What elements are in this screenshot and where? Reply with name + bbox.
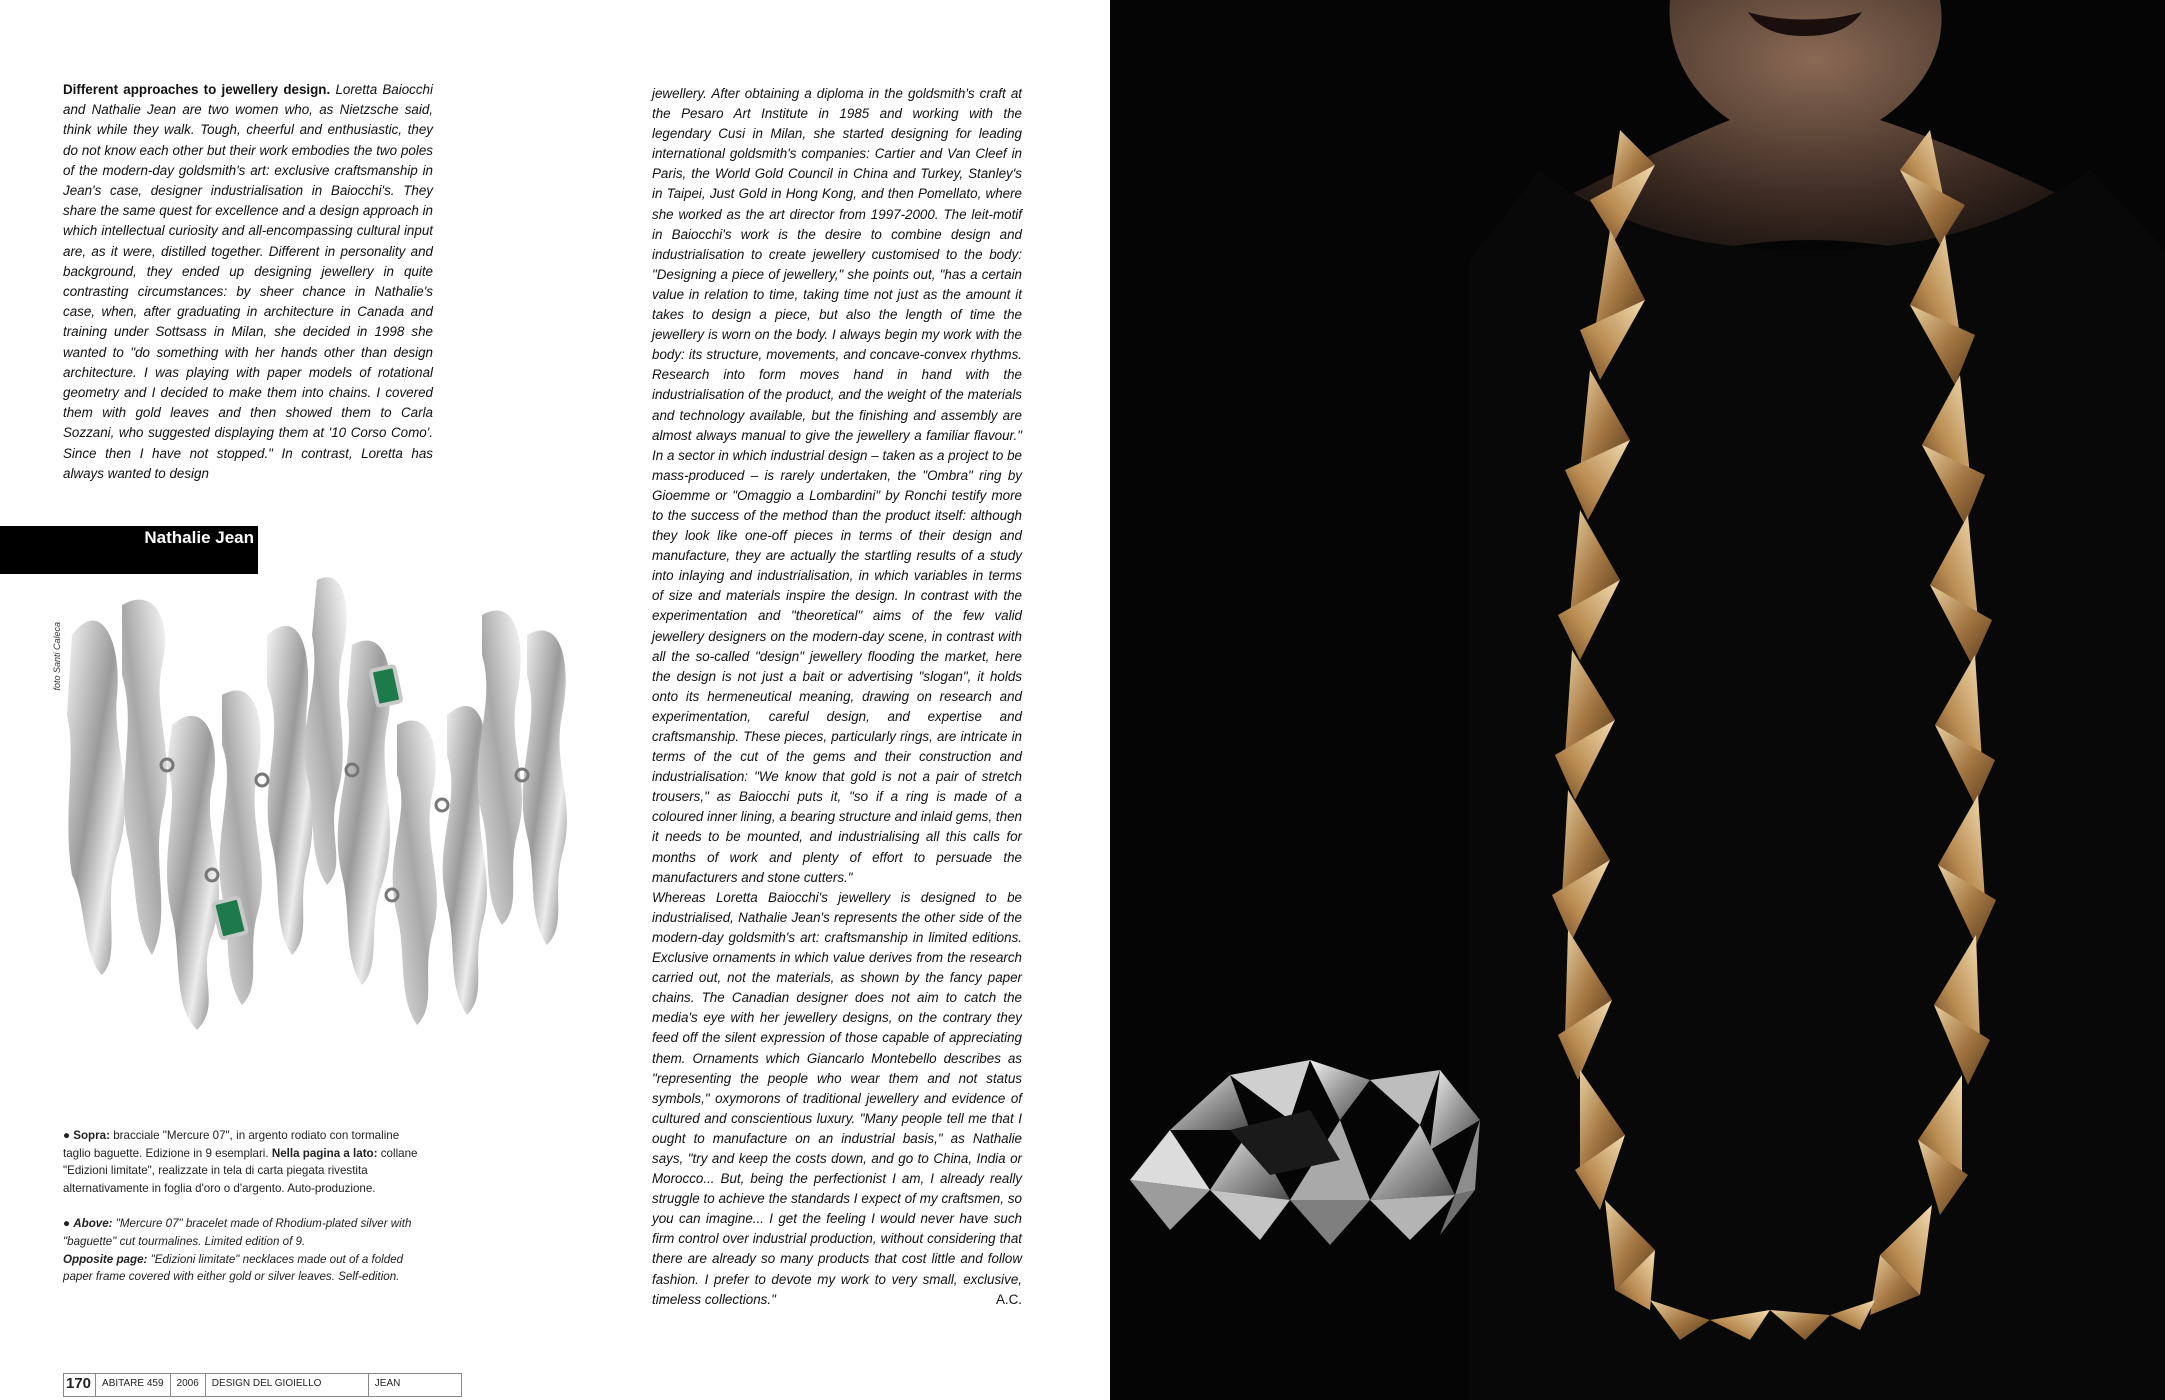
article-text-col2-para1: jewellery. After obtaining a diploma in the goldsmith's craft at the Pesaro Art Institute in 1985 and working with the legendary Cusi in Milan, she started designing for leading international goldsmith's companies: Cartier and Van Cleef in Paris, the World Gold Council in China and Turkey, Stanley's in Taipei, Just Gold in Hong Kong, and then Pomellato, where she worked as the art director from 1997-2000. The leit-motif in Baiocchi's work is the desire to combine design and industrialisation to create jewellery customised to the body: "Designing a piece of jewellery," she points out, "has a certain value in relation to time, taking time not just as the amount it takes to design a piece, but also the length of time the jewellery is worn on the body. I always begin my work with the body: its structure, movements, and concave-convex rhythms. Research into form moves hand in hand with the industrialisation of the product, and the weight of the materials and technology available, but the finishing and assembly are almost always manual to give the jewellery a familiar flavour." In a sector in which industrial design – taken as a project to be mass-produced – is rarely undertaken, the "Ombra" ring by Gioemme or "Omaggio a Lombardini" by Ronchi testify more to the success of the method than the product itself: although they look like one-off pieces in terms of their design and manufacture, they are actually the startling results of a study into inlaying and industrialisation, in which variables in terms of size and materials inspire the design. In contrast with the experimentation and "theoretical" aims of the few valid jewellery designers on the modern-day scene, in contrast with all the so-called "design" jewellery flooding the market, here the design is not just a bait or advertising "slogan", it holds onto its hermeneutical meaning, drawing on research and experimentation, careful design, and expertise and craftsmanship. These pieces, particularly rings, are intricate in terms of the cut of the gems and their construction and industrialisation: "We know that gold is not a pair of stretch trousers," as Baiocchi puts it, "so if a ring is made of a coloured inner lining, a bearing structure and inlaid gems, then it needs to be mounted, and industrialising all this calls for months of work and plenty of effort to persuade the manufacturers and stone cutters." (652, 86, 1022, 885)
caption: ● Sopra: bracciale "Mercure 07", in argento rodiato con tormaline taglio baguette. Edizione in 9 esemplari. Nella pagina a lato: collane "Edizioni limitate", realizzate in tela di carta piegata rivestita alternativamente in foglia d'oro o d'argento. Auto-produzione. ● Above: "Mercure 07" bracelet made of Rhodium-plated silver with "baguette" cut tourmalines. Limited edition of 9. Opposite page: "Edizioni limitate" necklaces made out of a folded paper frame covered with either gold or silver leaves. Self-edition. (63, 1129, 418, 1284)
caption-sopra-text: bracciale "Mercure 07", in argento rodiato con tormaline taglio baguette. Edizione in 9 esemplari. (63, 1129, 400, 1160)
section-label: Nathalie Jean (144, 528, 254, 547)
bracelet-photo (62, 575, 587, 1045)
right-page (1110, 0, 2165, 1400)
page-number: 170 (64, 1374, 96, 1396)
necklace-photo (1110, 0, 2165, 1400)
caption-lato-label: Nella pagina a lato: (271, 1146, 378, 1160)
folio-magazine: ABITARE 459 (96, 1374, 171, 1396)
folio-subject: JEAN (369, 1374, 462, 1396)
section-label-band (0, 526, 258, 574)
article-lead: Different approaches to jewellery design. (63, 82, 331, 97)
caption-opposite-label: Opposite page: (63, 1252, 148, 1266)
caption-opposite-text: "Edizioni limitate" necklaces made out of a folded paper frame covered with either gold or silver leaves. Self-edition. (63, 1252, 404, 1284)
article-text-col1: Loretta Baiocchi and Nathalie Jean are two women who, as Nietzsche said, think while they walk. Tough, cheerful and enthusiastic, they do not know each other but their work embodies the two poles of the modern-day goldsmith's art: exclusive craftsmanship in Jean's case, designer industrialisation in Baiocchi's. They share the same quest for excellence and a design approach in which intellectual curiosity and all-encompassing cultural input are, as it were, distilled together. Different in personality and background, they ended up designing jewellery in quite contrasting circumstances: by sheer chance in Nathalie's case, when, after graduating in architecture in Canada and training under Sottsass in Milan, she decided in 1998 she wanted to "do something with her hands other than design architecture. I was playing with paper models of rotational geometry and I decided to make them into chains. I covered them with gold leaves and then showed them to Carla Sozzani, who suggested displaying them at '10 Corso Como'. Since then I have not stopped." In contrast, Loretta has always wanted to design (63, 82, 433, 481)
caption-above-label: Above: (73, 1217, 113, 1231)
article-column-2 (652, 84, 1022, 1310)
photo-credit-text: foto Santi Caleca (52, 622, 62, 691)
article-text-col2-para2: Whereas Loretta Baiocchi's jewellery is designed to be industrialised, Nathalie Jean's represents the other side of the modern-day goldsmith's art: craftsmanship in limited editions. Exclusive ornaments in which value derives from the research carried out, not the materials, as shown by the fancy paper chains. The Canadian designer does not aim to catch the media's eye with her jewellery designs, on the contrary they feed off the silent expression of those capable of appreciating them. Ornaments which Giancarlo Montebello describes as "representing the people who wear them and not status symbols," oxymorons of traditional jewellery and evidence of cultured and conscientious luxury. "Many people tell me that I ought to manufacture on an industrial basis," as Nathalie says, "try and keep the costs down, and go to China, India or Morocco... But, being the perfectionist I am, I already really struggle to achieve the standards I expect of my craftsmen, so you can imagine... I get the feeling I would never have such firm control over industrial production, without considering that there are already so many products that cost little and follow fashion. I prefer to devote my work to very small, exclusive, timeless collections." (652, 889, 1022, 1307)
folio-year: 2006 (171, 1374, 206, 1396)
folio-bar (63, 1373, 462, 1397)
folio-section: DESIGN DEL GIOIELLO (206, 1374, 369, 1396)
article-signature: A.C. (995, 1291, 1022, 1307)
caption-sopra-label: Sopra: (73, 1129, 110, 1142)
caption-above-text: "Mercure 07" bracelet made of Rhodium-plated silver with "baguette" cut tourmalines. Limited edition of 9. (63, 1217, 412, 1248)
caption-lato-text: collane "Edizioni limitate", realizzate in tela di carta piegata rivestita alternativamente in foglia d'oro o d'argento. Auto-produzione. (63, 1146, 418, 1195)
article-column-1 (63, 80, 433, 484)
